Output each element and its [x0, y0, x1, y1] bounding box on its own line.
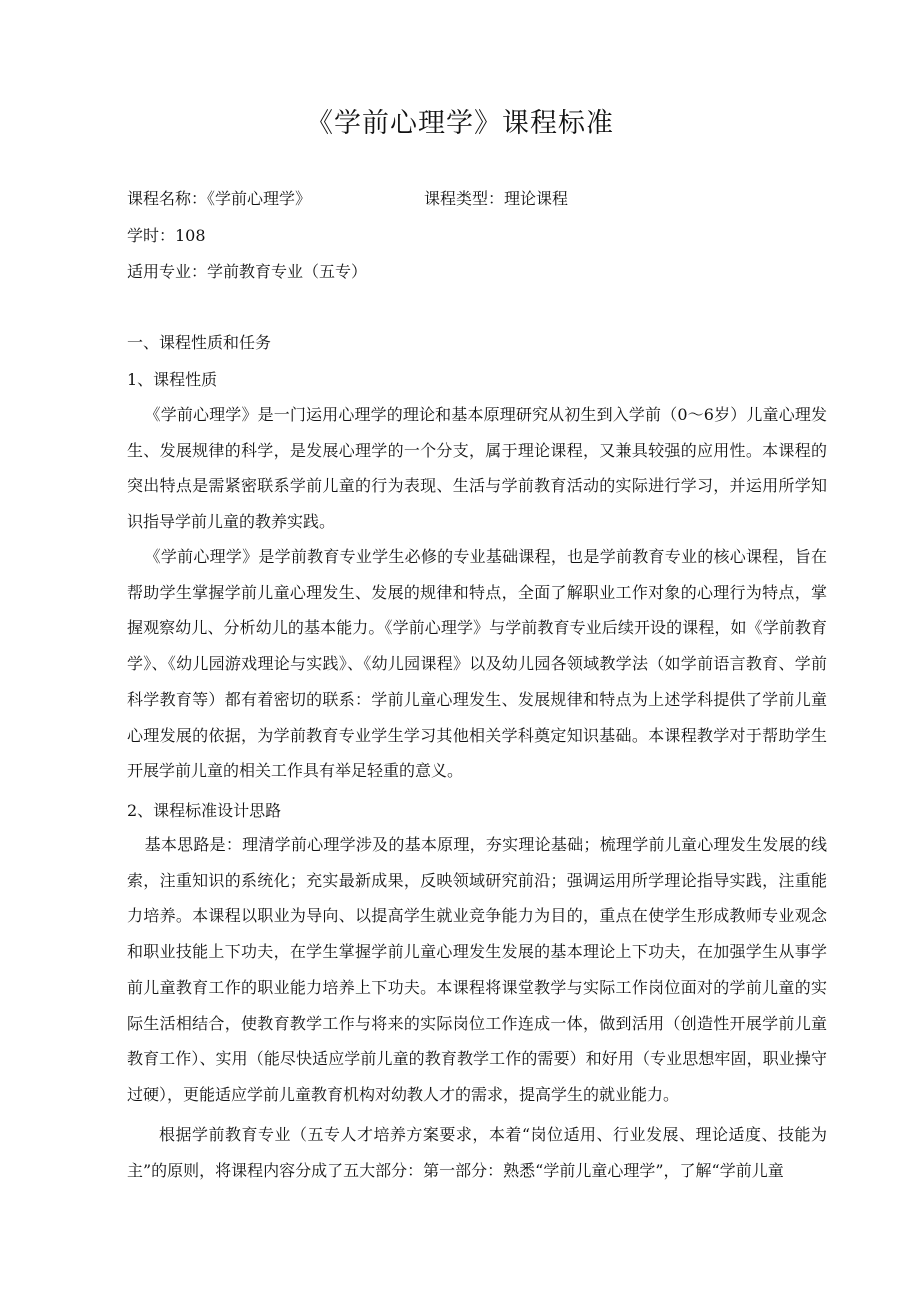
- paragraph-course-nature: 《学前心理学》是一门运用心理学的理论和基本原理研究从初生到入学前（0～6岁）儿童心理发生、发展规律的科学，是发展心理学的一个分支，属于理论课程，又兼具较强的应用性。本课程的突出特点是需紧密联系学前儿童的行为表现、生活与学前教育活动的实际进行学习，并运用所学知识指导学前儿童的教养实践。: [127, 405, 827, 532]
- course-type: 课程类型：理论课程: [424, 189, 569, 208]
- subsection-heading-1: 1、课程性质: [127, 370, 218, 389]
- section-heading-1: 一、课程性质和任务: [127, 333, 272, 352]
- paragraph-content-division: 根据学前教育专业（五专人才培养方案要求，本着“岗位适用、行业发展、理论适度、技能为主”的原则，将课程内容分成了五大部分：第一部分：熟悉“学前儿童心理学”，了解“学前儿童: [127, 1125, 827, 1180]
- course-hours: 学时：108: [127, 226, 206, 245]
- paragraph-design-ideas: 基本思路是：理清学前心理学涉及的基本原理，夯实理论基础；梳理学前儿童心理发生发展的线索，注重知识的系统化；充实最新成果，反映领域研究前沿；强调运用所学理论指导实践，注重能力培养。本课程以职业为导向、以提高学生就业竞争能力为目的，重点在使学生形成教师专业观念和职业技能上下功夫，在学生掌握学前儿童心理发生发展的基本理论上下功夫，在加强学生从事学前儿童教育工作的职业能力培养上下功夫。本课程将课堂教学与实际工作岗位面对的学前儿童的实际生活相结合，使教育教学工作与将来的实际岗位工作连成一体，做到活用（创造性开展学前儿童教育工作）、实用（能尽快适应学前儿童的教育教学工作的需要）和好用（专业思想牢固，职业操守过硬），更能适应学前儿童教育机构对幼教人才的需求，提高学生的就业能力。: [127, 835, 827, 1104]
- subsection-heading-2: 2、课程标准设计思路: [127, 801, 282, 820]
- course-info-row: [127, 188, 569, 210]
- applicable-major: 适用专业：学前教育专业（五专）: [127, 262, 368, 281]
- paragraph-course-role: 《学前心理学》是学前教育专业学生必修的专业基础课程，也是学前教育专业的核心课程，旨在帮助学生掌握学前儿童心理发生、发展的规律和特点，全面了解职业工作对象的心理行为特点，掌握观察幼儿、分析幼儿的基本能力。《学前心理学》与学前教育专业后续开设的课程，如《学前教育学》、《幼儿园游戏理论与实践》、《幼儿园课程》以及幼儿园各领域教学法（如学前语言教育、学前科学教育等）都有着密切的联系：学前儿童心理发生、发展规律和特点为上述学科提供了学前儿童心理发展的依据，为学前教育专业学生学习其他相关学科奠定知识基础。本课程教学对于帮助学生开展学前儿童的相关工作具有举足轻重的意义。: [127, 547, 827, 781]
- document-title: 《学前心理学》课程标准: [306, 108, 614, 139]
- course-name: 课程名称：《学前心理学》: [127, 189, 312, 208]
